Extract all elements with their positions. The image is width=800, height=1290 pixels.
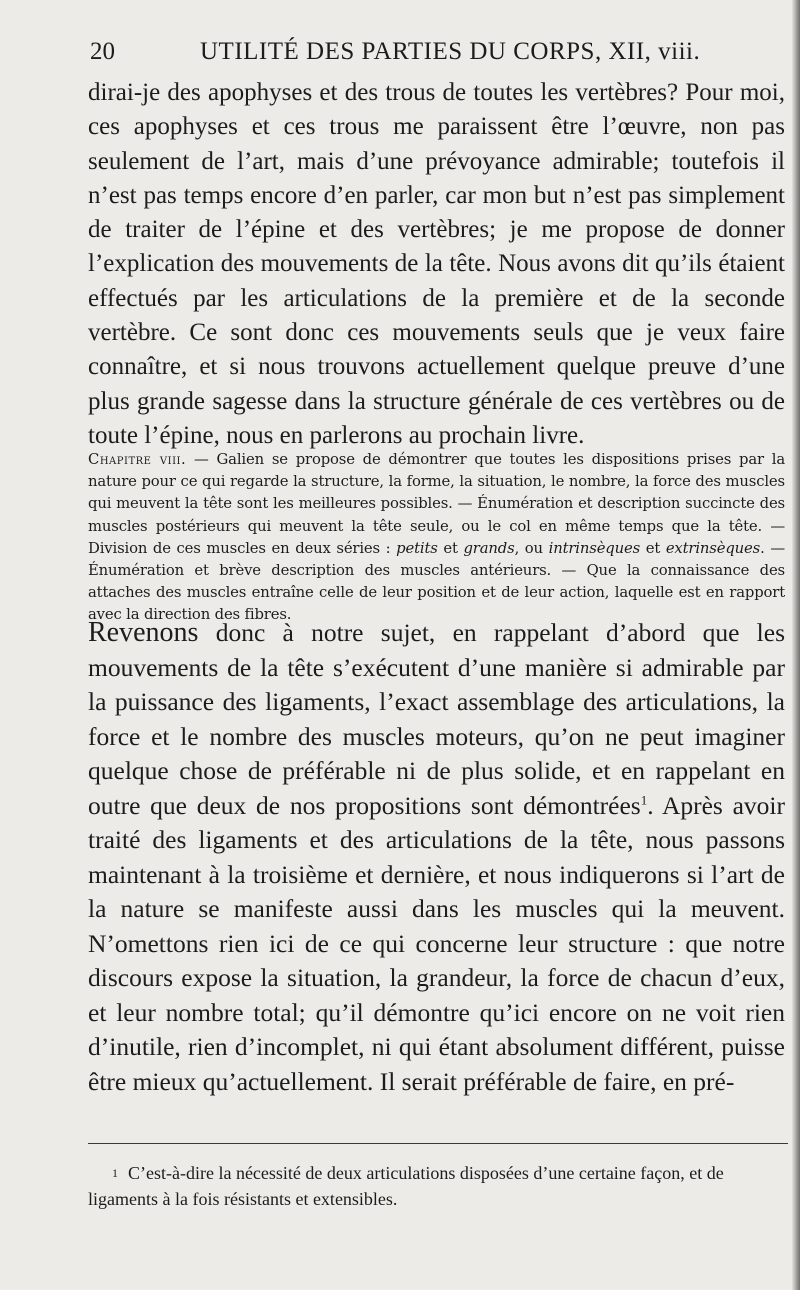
footnote-text: C’est-à-dire la nécessité de deux articulations disposées d’une certaine façon, et de ligaments à la fois résistants et extensibles. xyxy=(88,1163,724,1209)
summary-text-1: — Galien se propose de démontrer que toutes les dispositions prises par la nature pour ce qui regarde la structure, la forme, la situation, le nombre, la force des muscles qui meuvent la tête sont les meilleures possibles. — Énumération et description succincte des muscles postérieurs qui meuvent la tête seule, ou le col en même temps que la tête. — Division de ces muscles en deux séries : xyxy=(88,451,786,557)
page-header xyxy=(90,38,790,68)
paragraph-first-word: Revenons xyxy=(88,617,199,648)
running-head: UTILITÉ DES PARTIES DU CORPS, XII, viii. xyxy=(200,38,701,65)
page-number: 20 xyxy=(90,38,115,65)
continuation-text-2: . Après avoir traité des ligaments et des articulations de la tête, nous passons maintenant à la troisième et dernière, et nous indiquerons si l’art de la nature se manifeste aussi dans les muscles qui la meuvent. N’omettons rien ici de ce qui concerne leur structure : que notre discours expose la situation, la grandeur, la force de chacun d’eux, et leur nombre total; qu’il démontre qu’ici encore on ne voit rien d’inutile, rien d’incomplet, ni qui étant absolument différent, puisse être mieux qu’actuellement. Il serait préférable de faire, en pré- xyxy=(88,790,785,1096)
summary-term-grands: grands xyxy=(463,539,515,557)
summary-term-intrinseques: intrinsèques xyxy=(548,539,641,557)
summary-term-petits: petits xyxy=(396,539,438,557)
continuation-text-1: donc à notre sujet, en rappelant d’abord que les mouvements de la tête s’exécutent d’une manière si admirable par la puissance des ligaments, l’exact assemblage des articulations, la force et le nombre des muscles moteurs, qu’on ne peut imaginer quelque chose de préférable ni de plus solide, et en rappelant en outre que deux de nos propositions sont démontrées xyxy=(88,618,785,820)
footnote-marker: 1 xyxy=(112,1166,118,1180)
page-edge-shadow xyxy=(792,0,800,1290)
summary-conj-ou: , ou xyxy=(514,539,549,557)
footnote xyxy=(88,1160,788,1212)
footnote-reference: 1 xyxy=(640,792,648,807)
chapter-summary xyxy=(88,449,785,627)
summary-text-2: . — Énumération et brève description des muscles antérieurs. — Que la connaissance des attaches des muscles entraîne celle de leur position et de leur action, laquelle est en rapport avec la direction des fibres. xyxy=(88,539,785,624)
summary-term-extrinseques: extrinsèques xyxy=(665,539,761,557)
intro-paragraph: dirai-je des apophyses et des trous de toutes les vertèbres? Pour moi, ces apophyses et ces trous me paraissent être l’œuvre, non pas seulement de l’art, mais d’une prévoyance admirable; toutefois il n’est pas temps encore d’en parler, car mon but n’est pas simplement de traiter de l’épine et des vertèbres; je me propose de donner l’explication des mouvements de la tête. Nous avons dit qu’ils étaient effectués par les articulations de la première et de la seconde vertèbre. Ce sont donc ces mouvements seuls que je veux faire connaître, et si nous trouvons actuellement quelque preuve d’une plus grande sagesse dans la structure générale de ces vertèbres ou de toute l’épine, nous en parlerons au prochain livre. xyxy=(88,79,785,449)
footnote-separator xyxy=(88,1143,788,1144)
chapter-label: Chapitre viii. xyxy=(88,451,187,468)
continuation-paragraph xyxy=(88,616,785,1099)
summary-conj-et2: et xyxy=(640,539,666,557)
summary-conj-et: et xyxy=(437,539,464,557)
